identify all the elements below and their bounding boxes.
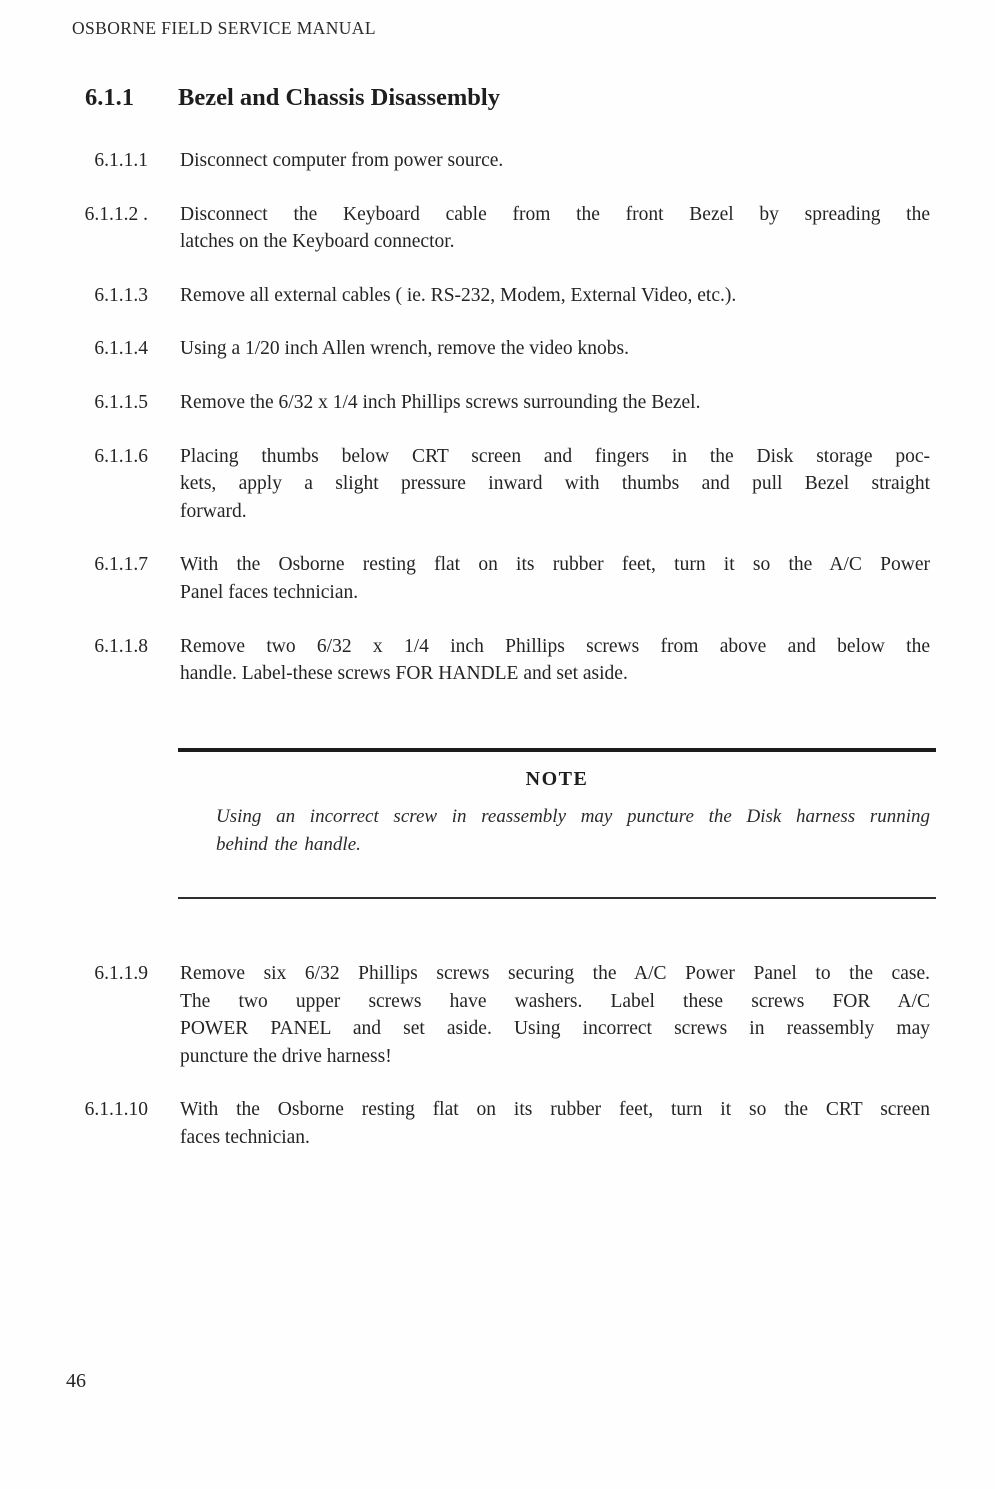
step-text: [180, 147, 930, 175]
note-top-rule: [178, 748, 936, 752]
step-text-line: puncture the drive harness!: [180, 1045, 392, 1067]
step-text-line: With the Osborne resting flat on its rubber feet, turn it so the CRT screen: [180, 1099, 930, 1121]
section-title: Bezel and Chassis Disassembly: [178, 84, 500, 111]
step-item: [0, 147, 995, 175]
step-text-line: forward.: [180, 500, 247, 522]
step-text-line: POWER PANEL and set aside. Using incorrect screws in reassembly may: [180, 1018, 930, 1040]
step-item: [0, 633, 995, 688]
step-text-line: Using a 1/20 inch Allen wrench, remove the video knobs.: [180, 338, 629, 360]
step-text: [180, 443, 930, 526]
step-text-line: Panel faces technician.: [180, 581, 359, 603]
step-text: [180, 389, 930, 417]
step-number: 6.1.1.4: [94, 338, 148, 360]
step-text: [180, 633, 930, 688]
step-text: [180, 201, 930, 256]
step-item: [0, 335, 995, 363]
step-item: [0, 443, 995, 526]
step-text-line: With the Osborne resting flat on its rubber feet, turn it so the A/C Power: [180, 554, 930, 576]
step-text-line: The two upper screws have washers. Label these screws FOR A/C: [180, 990, 930, 1012]
step-text-line: latches on the Keyboard connector.: [180, 231, 455, 253]
step-text-line: Remove the 6/32 x 1/4 inch Phillips screws surrounding the Bezel.: [180, 391, 701, 413]
step-text: [180, 1096, 930, 1151]
steps-list-after-note: [0, 960, 995, 1178]
step-text: [180, 282, 930, 310]
step-text-line: faces technician.: [180, 1126, 310, 1148]
step-text-line: kets, apply a slight pressure inward with thumbs and pull Bezel straight: [180, 473, 930, 495]
step-text-line: Disconnect the Keyboard cable from the front Bezel by spreading the: [180, 203, 930, 225]
step-number: 6.1.1.3: [94, 284, 148, 306]
step-item: [0, 282, 995, 310]
section-heading: [85, 84, 500, 112]
step-text: [180, 335, 930, 363]
note-label: NOTE: [525, 768, 589, 790]
note-text-line: behind the handle.: [216, 834, 361, 855]
section-number: 6.1.1: [85, 84, 134, 111]
step-text-line: Remove all external cables ( ie. RS-232, Modem, External Video, etc.).: [180, 284, 737, 306]
step-item: [0, 389, 995, 417]
step-item: [0, 1096, 995, 1151]
page-number: 46: [66, 1370, 86, 1392]
step-text-line: Remove six 6/32 Phillips screws securing the A/C Power Panel to the case.: [180, 963, 930, 984]
step-text-line: handle. Label-these screws FOR HANDLE and set aside.: [180, 663, 628, 685]
steps-list-before-note: [0, 147, 995, 714]
step-text: [180, 551, 930, 606]
step-text-line: Disconnect computer from power source.: [180, 150, 504, 171]
step-number: 6.1.1.5: [94, 391, 148, 413]
step-number: 6.1.1.2 .: [84, 203, 148, 225]
step-item: [0, 960, 995, 1070]
step-text-line: Remove two 6/32 x 1/4 inch Phillips screws from above and below the: [180, 635, 930, 657]
step-text: [180, 960, 930, 1070]
step-number: 6.1.1.7: [94, 554, 148, 576]
step-number: 6.1.1.9: [94, 963, 148, 984]
running-header: OSBORNE FIELD SERVICE MANUAL: [72, 18, 376, 38]
step-item: [0, 551, 995, 606]
note-text-line: Using an incorrect screw in reassembly may puncture the Disk harness running: [216, 806, 930, 827]
note-block: [178, 748, 936, 899]
note-text: [178, 803, 936, 859]
step-number: 6.1.1.6: [94, 445, 148, 467]
step-item: [0, 201, 995, 256]
step-number: 6.1.1.8: [94, 635, 148, 657]
step-number: 6.1.1.1: [94, 150, 148, 171]
note-bottom-rule: [178, 897, 936, 899]
step-text-line: Placing thumbs below CRT screen and fingers in the Disk storage poc-: [180, 445, 930, 467]
step-number: 6.1.1.10: [84, 1099, 148, 1121]
